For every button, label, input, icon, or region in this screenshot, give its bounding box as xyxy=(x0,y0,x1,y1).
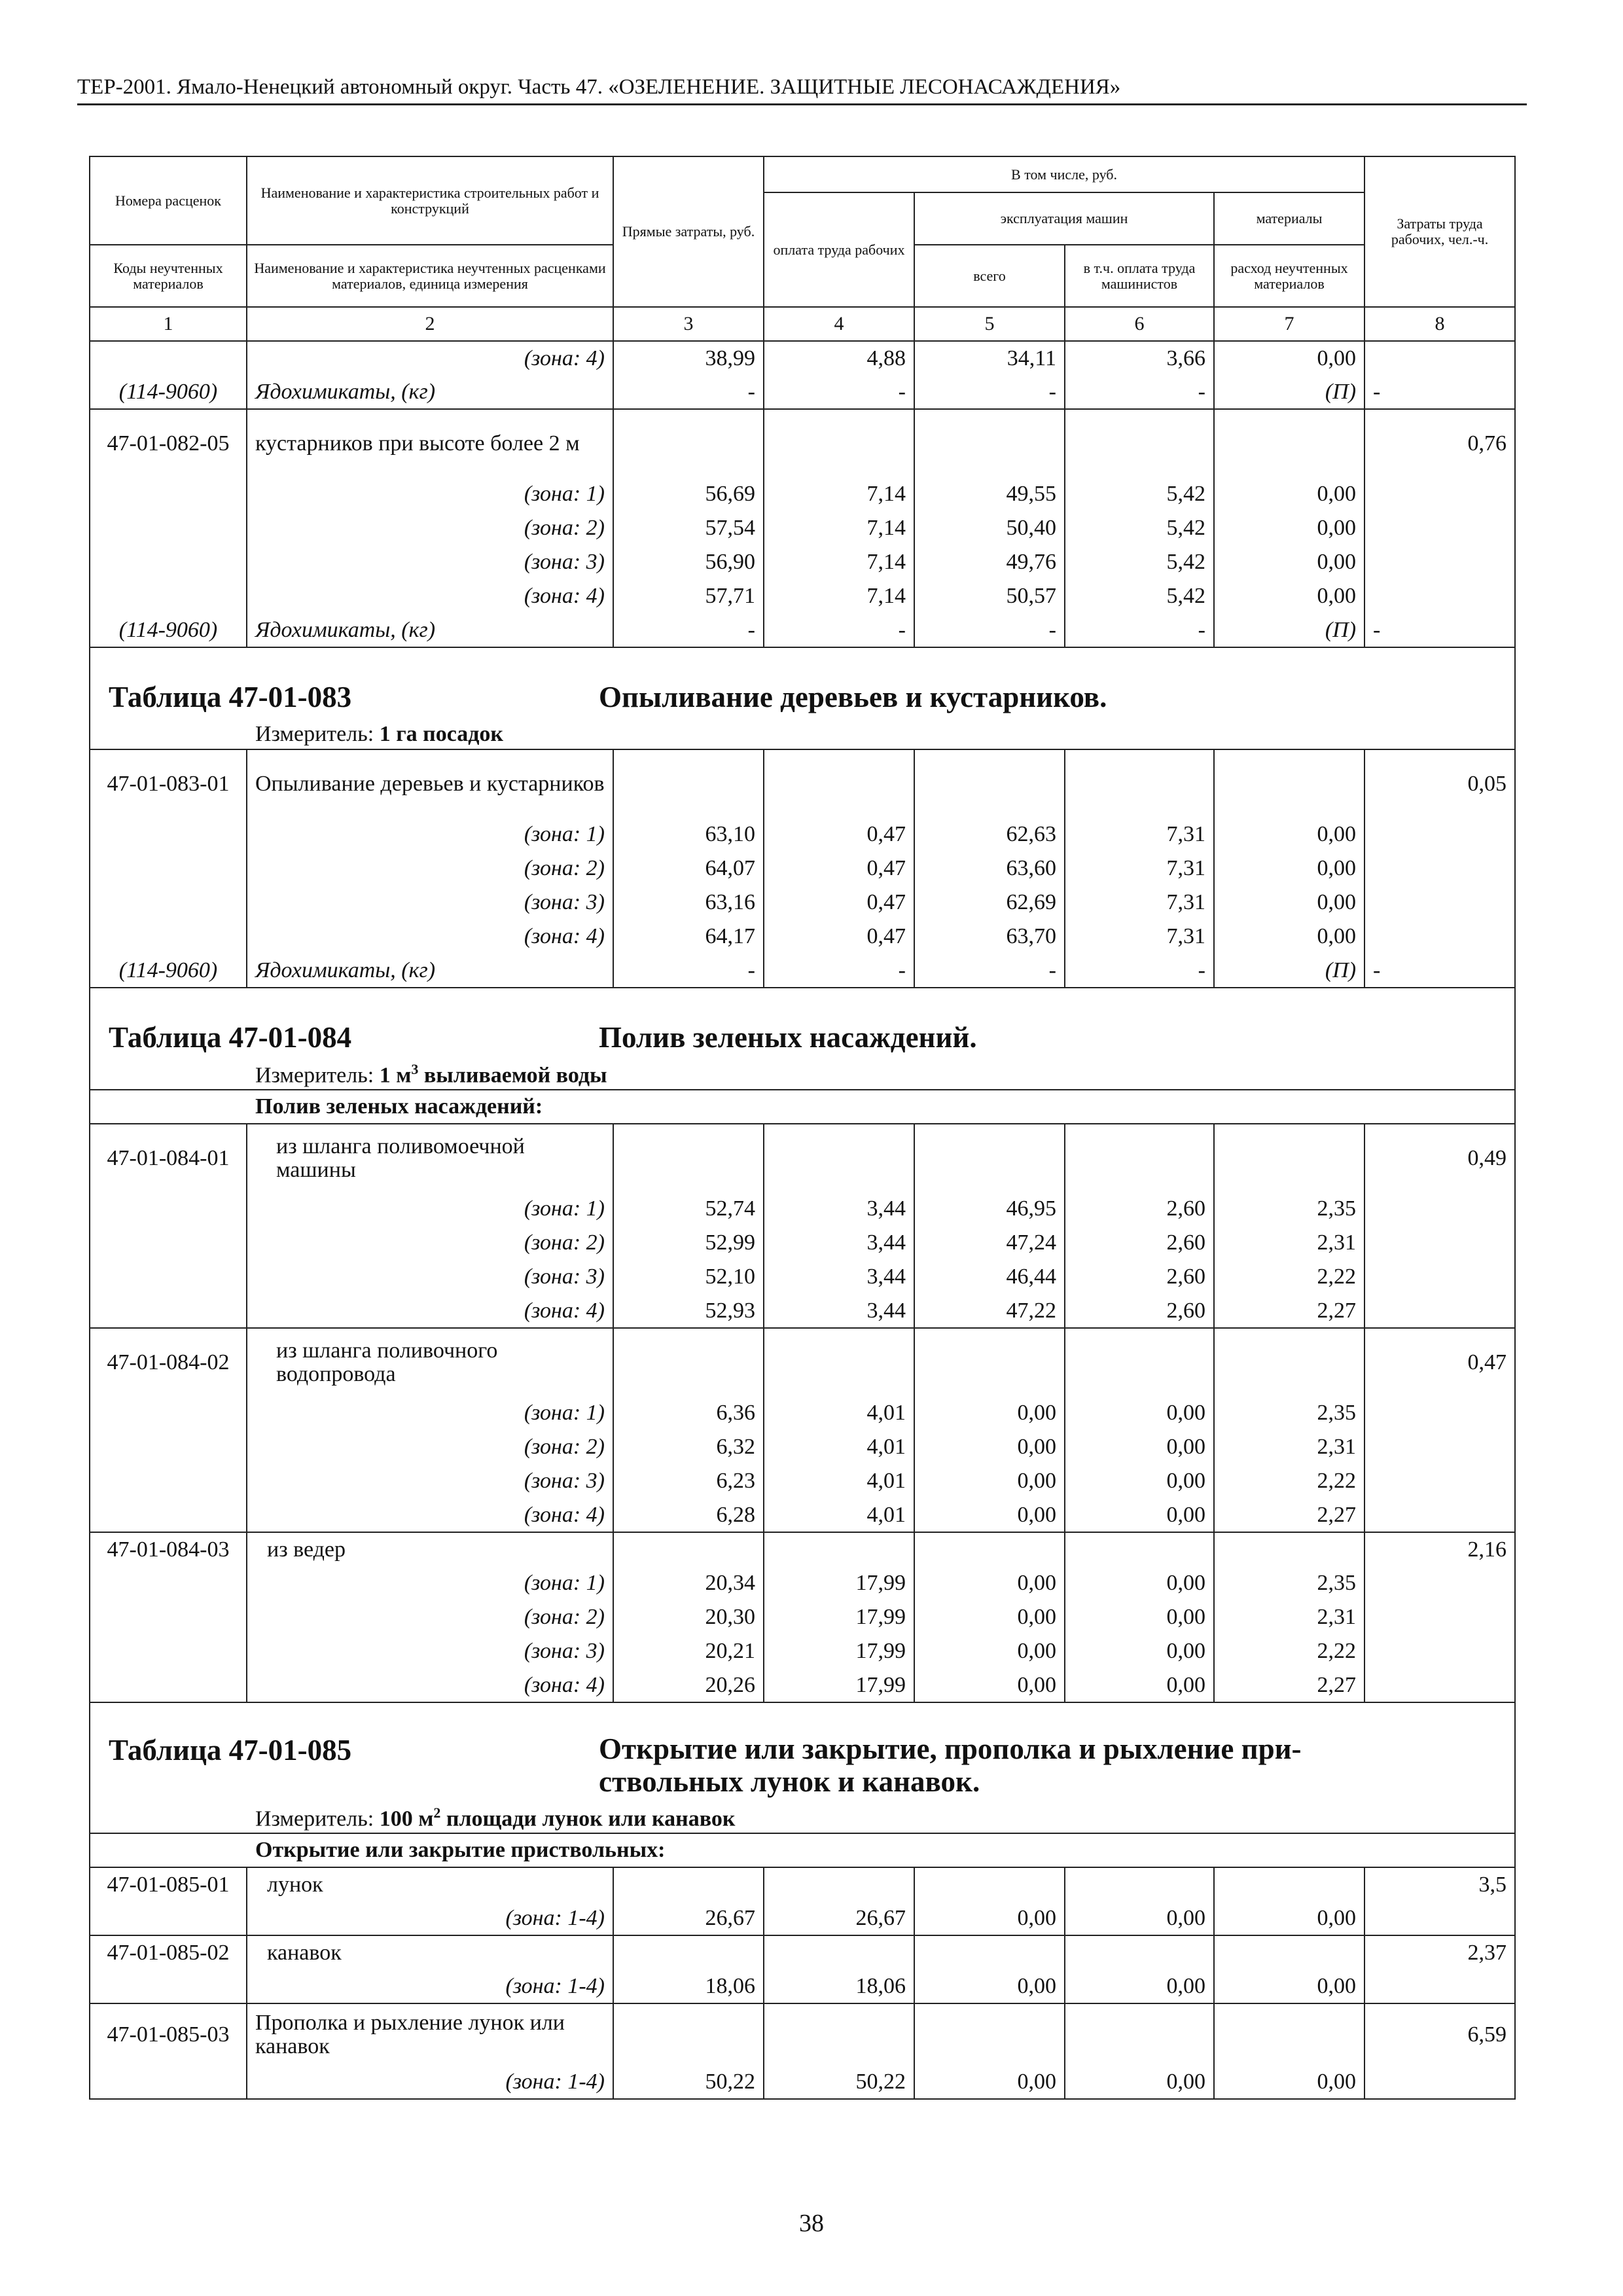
drivers-wages: 0,00 xyxy=(1065,1969,1214,2003)
direct-cost: 52,99 xyxy=(613,1226,764,1260)
zone-row xyxy=(90,579,1515,613)
rate-description: Опыливание деревьев и кустарников xyxy=(247,749,613,817)
col-codes-header: Коды неучтенных материалов xyxy=(90,245,247,307)
wages: 17,99 xyxy=(764,1634,914,1668)
zone-label: (зона: 1-4) xyxy=(247,2065,613,2099)
machines-total: 34,11 xyxy=(914,341,1065,375)
col-matcons-header: расход неучтенных материалов xyxy=(1214,245,1364,307)
zone-label: (зона: 4) xyxy=(247,1294,613,1328)
col-num-4: 4 xyxy=(764,307,914,341)
materials: 2,22 xyxy=(1214,1634,1364,1668)
zone-label: (зона: 4) xyxy=(247,1498,613,1532)
drivers-wages: - xyxy=(1065,954,1214,988)
col-num-8: 8 xyxy=(1364,307,1515,341)
zone-label: (зона: 2) xyxy=(247,1430,613,1464)
labor: 0,49 xyxy=(1364,1124,1515,1192)
wages: - xyxy=(764,613,914,647)
drivers-wages: 0,00 xyxy=(1065,1566,1214,1600)
zone-row xyxy=(90,1600,1515,1634)
table-title-line-1: Открытие или закрытие, прополка и рыхление при- xyxy=(599,1732,1302,1765)
wages: 4,01 xyxy=(764,1396,914,1430)
col-drivers-header: в т.ч. оплата труда машинистов xyxy=(1065,245,1214,307)
measure-row xyxy=(90,1060,1515,1090)
rate-description: лунок xyxy=(247,1867,613,1901)
rate-description: из ведер xyxy=(247,1532,613,1566)
table-title: Полив зеленых насаждений. xyxy=(599,1021,977,1054)
machines-total: 63,70 xyxy=(914,920,1065,954)
drivers-wages: 0,00 xyxy=(1065,1901,1214,1935)
drivers-wages: 0,00 xyxy=(1065,1498,1214,1532)
materials: 0,00 xyxy=(1214,920,1364,954)
measure-label: Измеритель: xyxy=(255,721,380,746)
wages: 3,44 xyxy=(764,1192,914,1226)
direct-cost: 52,74 xyxy=(613,1192,764,1226)
materials: (П) xyxy=(1214,613,1364,647)
wages: - xyxy=(764,954,914,988)
machines-total: 50,57 xyxy=(914,579,1065,613)
direct-cost: 52,93 xyxy=(613,1294,764,1328)
col-direct-header: Прямые затраты, руб. xyxy=(613,156,764,307)
wages: 50,22 xyxy=(764,2065,914,2099)
materials: 2,35 xyxy=(1214,1396,1364,1430)
rate-code: 47-01-084-02 xyxy=(90,1328,247,1396)
wages: 3,44 xyxy=(764,1294,914,1328)
machines-total: 62,69 xyxy=(914,886,1065,920)
measure-row xyxy=(90,719,1515,749)
direct-cost: 64,07 xyxy=(613,852,764,886)
machines-total: 47,24 xyxy=(914,1226,1065,1260)
wages: 7,14 xyxy=(764,511,914,545)
rate-description: Прополка и рыхление лунок или канавок xyxy=(247,2003,613,2065)
rate-code: 47-01-083-01 xyxy=(90,749,247,817)
materials: 0,00 xyxy=(1214,886,1364,920)
drivers-wages: 2,60 xyxy=(1065,1226,1214,1260)
measure-unit: выливаемой воды xyxy=(418,1063,607,1088)
zone-row xyxy=(90,545,1515,579)
measure-label: Измеритель: xyxy=(255,1063,380,1088)
wages: 17,99 xyxy=(764,1668,914,1702)
direct-cost: 63,16 xyxy=(613,886,764,920)
measure-exponent: 2 xyxy=(433,1804,441,1821)
rate-row xyxy=(90,1124,1515,1192)
zone-label: (зона: 1) xyxy=(247,1396,613,1430)
zone-label: (зона: 1) xyxy=(247,817,613,852)
drivers-wages: 0,00 xyxy=(1065,2065,1214,2099)
materials: 2,27 xyxy=(1214,1294,1364,1328)
materials: 0,00 xyxy=(1214,1969,1364,2003)
rate-code: 47-01-085-03 xyxy=(90,2003,247,2065)
col-machines-total-header: всего xyxy=(914,245,1065,307)
labor: 2,37 xyxy=(1364,1935,1515,1969)
table-title-row xyxy=(90,647,1515,719)
machines-total: 63,60 xyxy=(914,852,1065,886)
column-numbers-row xyxy=(90,307,1515,341)
measure-unit: площади лунок или канавок xyxy=(440,1806,736,1831)
col-num-5: 5 xyxy=(914,307,1065,341)
machines-header: эксплуатация машин xyxy=(914,192,1214,245)
rate-code: 47-01-084-03 xyxy=(90,1532,247,1566)
table-number: Таблица 47-01-083 xyxy=(109,681,352,713)
wages: 17,99 xyxy=(764,1566,914,1600)
drivers-wages: 0,00 xyxy=(1065,1668,1214,1702)
col-num-1: 1 xyxy=(90,307,247,341)
materials: 0,00 xyxy=(1214,817,1364,852)
zone-row xyxy=(90,1668,1515,1702)
direct-cost: 6,23 xyxy=(613,1464,764,1498)
wages: 4,88 xyxy=(764,341,914,375)
wages: 26,67 xyxy=(764,1901,914,1935)
machines-total: 0,00 xyxy=(914,1430,1065,1464)
machines-total: 0,00 xyxy=(914,1634,1065,1668)
zone-row xyxy=(90,817,1515,852)
wages: 4,01 xyxy=(764,1498,914,1532)
direct-cost: 52,10 xyxy=(613,1260,764,1294)
rate-row xyxy=(90,1532,1515,1566)
rate-row xyxy=(90,409,1515,477)
zone-row xyxy=(90,1396,1515,1430)
zone-label: (зона: 2) xyxy=(247,1600,613,1634)
zone-row xyxy=(90,886,1515,920)
wages: 0,47 xyxy=(764,852,914,886)
labor: 0,05 xyxy=(1364,749,1515,817)
drivers-wages: 0,00 xyxy=(1065,1464,1214,1498)
materials: 2,31 xyxy=(1214,1226,1364,1260)
drivers-wages: 5,42 xyxy=(1065,511,1214,545)
wages: 3,44 xyxy=(764,1260,914,1294)
direct-cost: 64,17 xyxy=(613,920,764,954)
wages: 0,47 xyxy=(764,920,914,954)
direct-cost: - xyxy=(613,613,764,647)
direct-cost: 50,22 xyxy=(613,2065,764,2099)
measure-label: Измеритель: xyxy=(255,1806,380,1831)
zone-row xyxy=(90,1294,1515,1328)
measure-value: 100 м xyxy=(379,1806,434,1831)
col-num-6: 6 xyxy=(1065,307,1214,341)
wages: 0,47 xyxy=(764,817,914,852)
measure-row xyxy=(90,1803,1515,1833)
machines-total: 0,00 xyxy=(914,1464,1065,1498)
material-code: (114-9060) xyxy=(90,375,247,409)
material-name: Ядохимикаты, (кг) xyxy=(247,954,613,988)
running-header: ТЕР-2001. Ямало-Ненецкий автономный округ. Часть 47. «ОЗЕЛЕНЕНИЕ. ЗАЩИТНЫЕ ЛЕСОНАСАЖДЕНИЯ» xyxy=(77,71,1527,105)
materials: 0,00 xyxy=(1214,2065,1364,2099)
machines-total: - xyxy=(914,613,1065,647)
machines-total: 49,55 xyxy=(914,477,1065,511)
machines-total: 0,00 xyxy=(914,2065,1065,2099)
direct-cost: 38,99 xyxy=(613,341,764,375)
group-row xyxy=(90,1090,1515,1124)
col-num-7: 7 xyxy=(1214,307,1364,341)
materials: (П) xyxy=(1214,954,1364,988)
drivers-wages: 0,00 xyxy=(1065,1600,1214,1634)
col-matname-header: Наименование и характеристика неучтенных расценками материалов, единица измерения xyxy=(247,245,613,307)
machines-total: 0,00 xyxy=(914,1668,1065,1702)
table-title-line-2: ствольных лунок и канавок. xyxy=(599,1765,980,1798)
zone-row xyxy=(90,341,1515,375)
labor: - xyxy=(1364,375,1515,409)
direct-cost: 56,69 xyxy=(613,477,764,511)
direct-cost: 6,28 xyxy=(613,1498,764,1532)
zone-row xyxy=(90,1566,1515,1600)
table-title-row xyxy=(90,988,1515,1060)
drivers-wages: 3,66 xyxy=(1065,341,1214,375)
labor: 2,16 xyxy=(1364,1532,1515,1566)
zone-label: (зона: 1) xyxy=(247,1566,613,1600)
zone-row xyxy=(90,477,1515,511)
machines-total: 0,00 xyxy=(914,1566,1065,1600)
col-number-header: Номера расценок xyxy=(90,156,247,245)
machines-total: 62,63 xyxy=(914,817,1065,852)
material-row xyxy=(90,375,1515,409)
direct-cost: 18,06 xyxy=(613,1969,764,2003)
rate-description: кустарников при высоте более 2 м xyxy=(247,409,613,477)
drivers-wages: 5,42 xyxy=(1065,579,1214,613)
materials: 2,35 xyxy=(1214,1192,1364,1226)
wages: 7,14 xyxy=(764,579,914,613)
labor: 6,59 xyxy=(1364,2003,1515,2065)
rate-row xyxy=(90,1935,1515,1969)
materials: 0,00 xyxy=(1214,579,1364,613)
zone-label: (зона: 1-4) xyxy=(247,1901,613,1935)
group-heading: Открытие или закрытие приствольных: xyxy=(90,1833,1515,1867)
zone-label: (зона: 2) xyxy=(247,511,613,545)
zone-label: (зона: 4) xyxy=(247,341,613,375)
zone-label: (зона: 3) xyxy=(247,545,613,579)
machines-total: - xyxy=(914,375,1065,409)
zone-label: (зона: 4) xyxy=(247,1668,613,1702)
direct-cost: 57,71 xyxy=(613,579,764,613)
drivers-wages: 0,00 xyxy=(1065,1634,1214,1668)
zone-label: (зона: 3) xyxy=(247,1260,613,1294)
machines-total: 46,44 xyxy=(914,1260,1065,1294)
materials: (П) xyxy=(1214,375,1364,409)
direct-cost: - xyxy=(613,954,764,988)
zone-row xyxy=(90,1969,1515,2003)
materials: 2,31 xyxy=(1214,1600,1364,1634)
group-heading: Полив зеленых насаждений: xyxy=(90,1090,1515,1124)
zone-label: (зона: 3) xyxy=(247,1634,613,1668)
wages: 18,06 xyxy=(764,1969,914,2003)
drivers-wages: 7,31 xyxy=(1065,817,1214,852)
direct-cost: 26,67 xyxy=(613,1901,764,1935)
zone-row xyxy=(90,1634,1515,1668)
zone-row xyxy=(90,920,1515,954)
drivers-wages: 5,42 xyxy=(1065,545,1214,579)
wages: 17,99 xyxy=(764,1600,914,1634)
zone-row xyxy=(90,511,1515,545)
zone-row xyxy=(90,1226,1515,1260)
drivers-wages: 0,00 xyxy=(1065,1396,1214,1430)
wages: 4,01 xyxy=(764,1430,914,1464)
labor: 0,76 xyxy=(1364,409,1515,477)
zone-row xyxy=(90,1498,1515,1532)
material-code: (114-9060) xyxy=(90,613,247,647)
materials: 2,31 xyxy=(1214,1430,1364,1464)
rate-code: 47-01-084-01 xyxy=(90,1124,247,1192)
measure-value: 1 га посадок xyxy=(379,721,504,746)
labor: 0,47 xyxy=(1364,1328,1515,1396)
machines-total: 47,22 xyxy=(914,1294,1065,1328)
zone-row xyxy=(90,1464,1515,1498)
materials: 0,00 xyxy=(1214,852,1364,886)
table-number: Таблица 47-01-084 xyxy=(109,1021,352,1054)
group-row xyxy=(90,1833,1515,1867)
material-name: Ядохимикаты, (кг) xyxy=(247,375,613,409)
direct-cost: 20,34 xyxy=(613,1566,764,1600)
zone-label: (зона: 1-4) xyxy=(247,1969,613,2003)
materials-header: материалы xyxy=(1214,192,1364,245)
measure-exponent: 3 xyxy=(411,1060,419,1077)
machines-total: 0,00 xyxy=(914,1901,1065,1935)
labor: - xyxy=(1364,954,1515,988)
rate-row xyxy=(90,1328,1515,1396)
zone-label: (зона: 3) xyxy=(247,886,613,920)
wages: 3,44 xyxy=(764,1226,914,1260)
zone-label: (зона: 3) xyxy=(247,1464,613,1498)
drivers-wages: 2,60 xyxy=(1065,1294,1214,1328)
materials: 0,00 xyxy=(1214,477,1364,511)
table-number: Таблица 47-01-085 xyxy=(109,1734,352,1767)
direct-cost: 20,21 xyxy=(613,1634,764,1668)
zone-row xyxy=(90,1260,1515,1294)
labor: 3,5 xyxy=(1364,1867,1515,1901)
col-name-header: Наименование и характеристика строительных работ и конструкций xyxy=(247,156,613,245)
direct-cost: - xyxy=(613,375,764,409)
direct-cost: 20,30 xyxy=(613,1600,764,1634)
price-table xyxy=(89,156,1516,2100)
drivers-wages: - xyxy=(1065,613,1214,647)
drivers-wages: 7,31 xyxy=(1065,920,1214,954)
material-row xyxy=(90,954,1515,988)
materials: 2,27 xyxy=(1214,1668,1364,1702)
machines-total: 50,40 xyxy=(914,511,1065,545)
labor: - xyxy=(1364,613,1515,647)
direct-cost: 6,32 xyxy=(613,1430,764,1464)
rate-row xyxy=(90,1867,1515,1901)
material-name: Ядохимикаты, (кг) xyxy=(247,613,613,647)
zone-label: (зона: 1) xyxy=(247,1192,613,1226)
rate-row xyxy=(90,2003,1515,2065)
zone-row xyxy=(90,2065,1515,2099)
wages: 7,14 xyxy=(764,477,914,511)
materials: 0,00 xyxy=(1214,341,1364,375)
materials: 2,27 xyxy=(1214,1498,1364,1532)
materials: 0,00 xyxy=(1214,511,1364,545)
table-title: Опыливание деревьев и кустарников. xyxy=(599,681,1107,713)
drivers-wages: - xyxy=(1065,375,1214,409)
rate-code: 47-01-085-01 xyxy=(90,1867,247,1901)
measure-value: 1 м xyxy=(379,1063,412,1088)
rate-description: из шланга поливомоечной машины xyxy=(247,1124,613,1192)
materials: 0,00 xyxy=(1214,545,1364,579)
zone-row xyxy=(90,852,1515,886)
drivers-wages: 0,00 xyxy=(1065,1430,1214,1464)
wages: 7,14 xyxy=(764,545,914,579)
col-num-2: 2 xyxy=(247,307,613,341)
materials: 2,35 xyxy=(1214,1566,1364,1600)
material-row xyxy=(90,613,1515,647)
drivers-wages: 7,31 xyxy=(1065,886,1214,920)
zone-label: (зона: 4) xyxy=(247,579,613,613)
wages: 0,47 xyxy=(764,886,914,920)
rate-code: 47-01-085-02 xyxy=(90,1935,247,1969)
direct-cost: 6,36 xyxy=(613,1396,764,1430)
rate-description: из шланга поливочного водопровода xyxy=(247,1328,613,1396)
drivers-wages: 2,60 xyxy=(1065,1260,1214,1294)
zone-row xyxy=(90,1901,1515,1935)
header-row-1 xyxy=(90,156,1515,192)
wages: 4,01 xyxy=(764,1464,914,1498)
machines-total: 46,95 xyxy=(914,1192,1065,1226)
machines-total: - xyxy=(914,954,1065,988)
table-title xyxy=(599,1733,1302,1798)
direct-cost: 56,90 xyxy=(613,545,764,579)
drivers-wages: 5,42 xyxy=(1065,477,1214,511)
materials: 2,22 xyxy=(1214,1464,1364,1498)
col-num-3: 3 xyxy=(613,307,764,341)
machines-total: 0,00 xyxy=(914,1396,1065,1430)
materials: 0,00 xyxy=(1214,1901,1364,1935)
material-code: (114-9060) xyxy=(90,954,247,988)
rate-row xyxy=(90,749,1515,817)
table-title-row xyxy=(90,1702,1515,1803)
zone-row xyxy=(90,1192,1515,1226)
direct-cost: 57,54 xyxy=(613,511,764,545)
direct-cost: 63,10 xyxy=(613,817,764,852)
page-number: 38 xyxy=(799,2210,824,2237)
machines-total: 0,00 xyxy=(914,1969,1065,2003)
rate-code: 47-01-082-05 xyxy=(90,409,247,477)
col-wages-header: оплата труда рабочих xyxy=(764,192,914,307)
zone-label: (зона: 1) xyxy=(247,477,613,511)
zone-label: (зона: 2) xyxy=(247,852,613,886)
wages: - xyxy=(764,375,914,409)
drivers-wages: 2,60 xyxy=(1065,1192,1214,1226)
col-labor-header: Затраты труда рабочих, чел.-ч. xyxy=(1364,156,1515,307)
machines-total: 49,76 xyxy=(914,545,1065,579)
zone-label: (зона: 2) xyxy=(247,1226,613,1260)
machines-total: 0,00 xyxy=(914,1600,1065,1634)
rate-description: канавок xyxy=(247,1935,613,1969)
zone-label: (зона: 4) xyxy=(247,920,613,954)
machines-total: 0,00 xyxy=(914,1498,1065,1532)
zone-row xyxy=(90,1430,1515,1464)
materials: 2,22 xyxy=(1214,1260,1364,1294)
including-header: В том числе, руб. xyxy=(764,156,1364,192)
drivers-wages: 7,31 xyxy=(1065,852,1214,886)
direct-cost: 20,26 xyxy=(613,1668,764,1702)
